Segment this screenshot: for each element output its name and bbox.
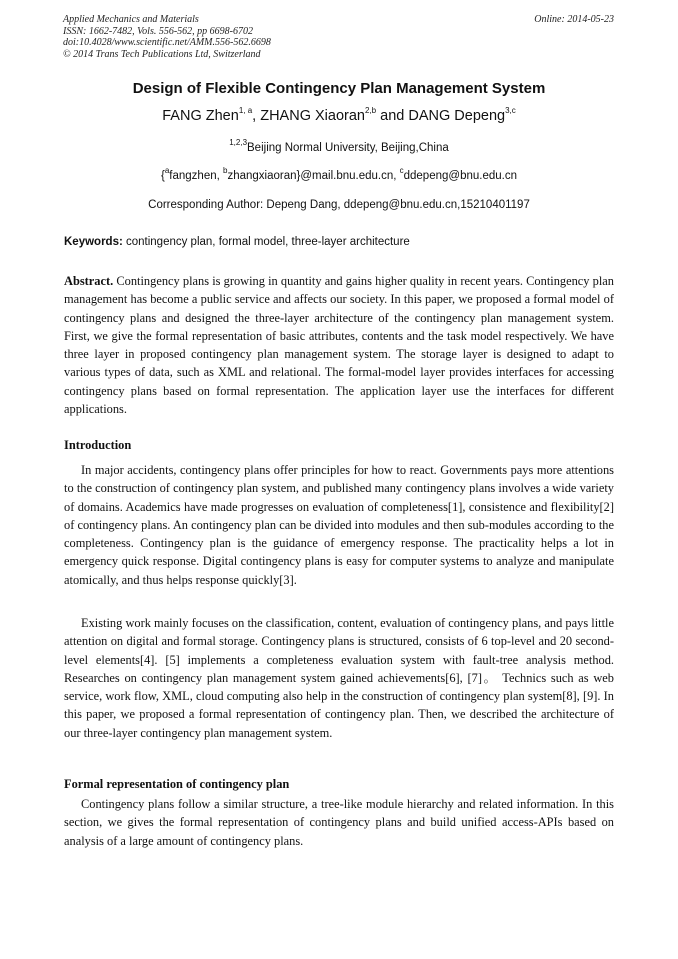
abstract-label: Abstract. bbox=[64, 274, 114, 288]
issn-line: ISSN: 1662-7482, Vols. 556-562, pp 6698-6702 bbox=[63, 25, 253, 37]
keywords-label: Keywords: bbox=[64, 236, 123, 248]
introduction-heading: Introduction bbox=[64, 438, 132, 452]
affiliation-superscript: 1,2,3 bbox=[229, 138, 248, 148]
journal-header bbox=[63, 14, 483, 60]
introduction-paragraph-1: In major accidents, contingency plans offer principles for how to react. Governments pays more attentions to the construction of contingency plan system, and published many contingency plans involves a wide variety of domains. Academics have made progresses on evaluation of completeness[1], consistence and flexibility[2] of contingency plans. An contingency plan can be divided into modules and then sub-modules according to the completeness. Contingency plan is the guidance of emergency response. The practicality helps a lot in emergency quick response. Digital contingency plans is easy for computer systems to analyze and manipulate atomically, and thus helps response quickly[3]. bbox=[64, 463, 614, 587]
author-emails bbox=[0, 168, 678, 184]
author-separator: , bbox=[252, 108, 261, 124]
author-separator: and bbox=[376, 108, 409, 124]
copyright-line: © 2014 Trans Tech Publications Ltd, Switzerland bbox=[63, 48, 261, 60]
abstract-paragraph bbox=[64, 272, 614, 418]
email-superscript: b bbox=[223, 166, 228, 176]
online-date: Online: 2014-05-23 bbox=[534, 14, 614, 25]
email-brace: { bbox=[161, 170, 165, 182]
introduction-paragraph-2: Existing work mainly focuses on the classification, content, evaluation of contingency plans, and pays little attention on digital and formal storage. Contingency plans is structured, consists of 6 top-level and 20 second-level elements[4]. [5] implements a completeness evaluation system with fault-tree analysis method. Researches on contingency plan management system gained achievements[6], [7]。 Technics such as web service, work flow, XML, cloud computing also help in the construction of contingency plan system[8], [9]. In this paper, we proposed a formal representation of contingency plan. Then, we described the architecture of our three-layer contingency plan management system. bbox=[64, 616, 614, 740]
keywords-text: contingency plan, formal model, three-layer architecture bbox=[122, 236, 410, 248]
author-list bbox=[0, 106, 678, 126]
affiliation-text: Beijing Normal University, Beijing,China bbox=[247, 142, 449, 154]
email-part: ddepeng@bnu.edu.cn bbox=[403, 170, 517, 182]
formal-representation-heading: Formal representation of contingency plan bbox=[64, 777, 290, 791]
author-superscript: 2,b bbox=[364, 106, 377, 116]
journal-name: Applied Mechanics and Materials bbox=[63, 14, 199, 25]
author-superscript: 1, a bbox=[238, 106, 253, 116]
corresponding-author: Corresponding Author: Depeng Dang, ddepeng@bnu.edu.cn,15210401197 bbox=[148, 199, 530, 211]
author-superscript: 3,c bbox=[505, 106, 516, 116]
affiliation bbox=[0, 140, 678, 156]
email-part: zhangxiaoran}@mail.bnu.edu.cn, bbox=[227, 170, 400, 182]
email-part: fangzhen, bbox=[169, 170, 224, 182]
doi-line: doi:10.4028/www.scientific.net/AMM.556-562.6698 bbox=[63, 37, 271, 48]
author-name: FANG Zhen bbox=[162, 108, 239, 124]
email-superscript: a bbox=[164, 166, 170, 176]
email-superscript: c bbox=[399, 166, 404, 176]
keywords-line bbox=[64, 234, 614, 250]
abstract-text: Contingency plans is growing in quantity and gains higher quality in recent years. Contingency plan management has become a public service and affects our society. In this paper, we proposed a formal model of contingency plans and designed the three-layer architecture of the contingency plan management system. First, we give the formal representation of basic attributes, contents and the task model respectively. We have three layer in proposed contingency plan management system. The storage layer is designed to adapt to various types of data, such as XML and relational. The formal-model layer provides interfaces for accessing contingency plans based on formal representation. The application layer use the interfaces for different applications. bbox=[64, 274, 614, 417]
author-name: ZHANG Xiaoran bbox=[260, 108, 365, 124]
paper-title: Design of Flexible Contingency Plan Management System bbox=[132, 80, 546, 97]
formal-representation-paragraph: Contingency plans follow a similar structure, a tree-like module hierarchy and related information. In this section, we gives the formal representation of contingency plans and build unified access-APIs based on analysis of a large amount of contingency plans. bbox=[64, 797, 614, 848]
author-name: DANG Depeng bbox=[408, 108, 506, 124]
